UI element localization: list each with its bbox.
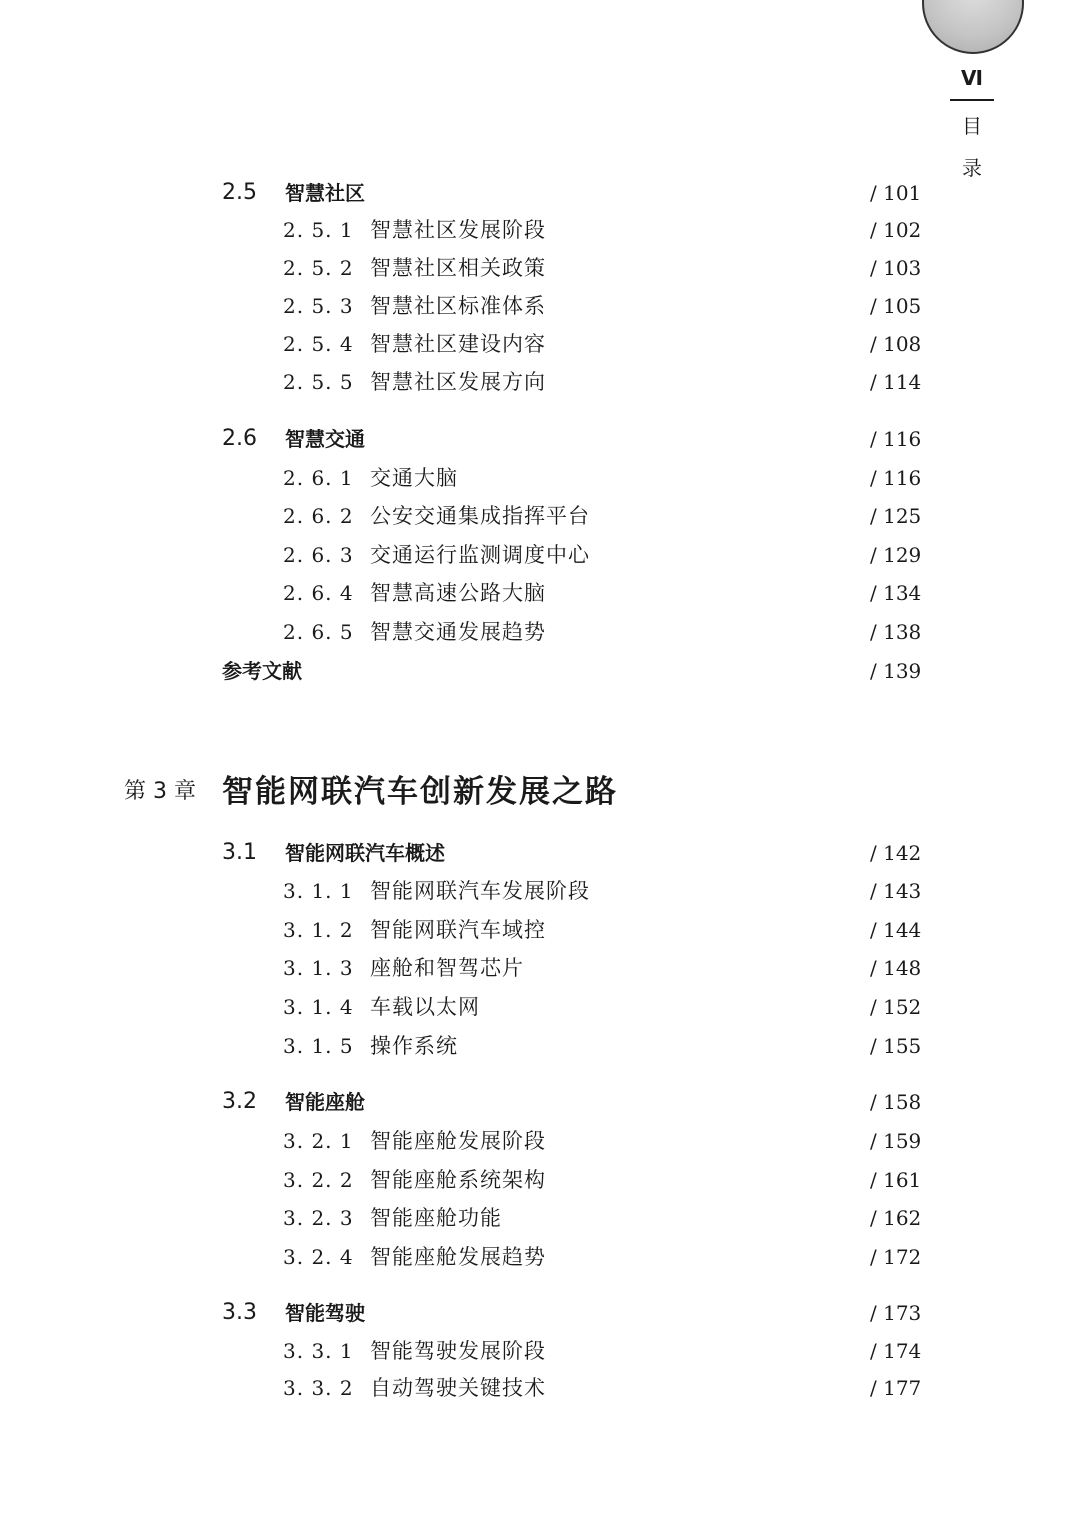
section-title: 智能座舱: [285, 1090, 365, 1114]
section-number: 3.3: [222, 1300, 257, 1325]
toc-entry-2-5-5[interactable]: [0, 364, 1080, 400]
toc-entry-3-2-4[interactable]: [0, 1239, 1080, 1275]
section-number: 2.5: [222, 180, 257, 205]
entry-page: / 161: [870, 1168, 922, 1192]
entry-page: / 159: [870, 1129, 922, 1153]
entry-number: 3. 3. 2: [283, 1376, 354, 1400]
toc-entry-3-1-4[interactable]: [0, 989, 1080, 1025]
entry-page: / 103: [870, 256, 922, 280]
entry-title: 智能网联汽车域控: [370, 918, 546, 942]
entry-number: 3. 1. 2: [283, 918, 354, 942]
entry-page: / 114: [870, 370, 922, 394]
section-page: / 101: [870, 181, 922, 205]
toc-entry-3-2-2[interactable]: [0, 1162, 1080, 1198]
entry-number: 3. 1. 3: [283, 956, 354, 980]
toc-references[interactable]: [0, 653, 1080, 689]
entry-number: 3. 1. 1: [283, 879, 354, 903]
toc-entry-2-6-4[interactable]: [0, 575, 1080, 611]
entry-title: 车载以太网: [370, 995, 480, 1019]
entry-title: 智能座舱发展趋势: [370, 1245, 546, 1269]
entry-number: 2. 6. 4: [283, 581, 354, 605]
entry-page: / 143: [870, 879, 922, 903]
section-page: / 116: [870, 427, 922, 451]
side-label-char-1: 目: [962, 114, 982, 138]
entry-title: 公安交通集成指挥平台: [370, 504, 590, 528]
toc-entry-2-5-4[interactable]: [0, 326, 1080, 362]
entry-number: 2. 5. 3: [283, 294, 354, 318]
entry-number: 3. 2. 3: [283, 1206, 354, 1230]
page-corner-tab: [922, 0, 1024, 54]
entry-number: 3. 1. 5: [283, 1034, 354, 1058]
section-title: 智慧交通: [285, 427, 365, 451]
page-number-rule: [950, 99, 994, 101]
section-number: 2.6: [222, 426, 257, 451]
entry-page: / 155: [870, 1034, 922, 1058]
toc-entry-3-1-2[interactable]: [0, 912, 1080, 948]
entry-page: / 144: [870, 918, 922, 942]
entry-number: 3. 3. 1: [283, 1339, 354, 1363]
toc-chapter-3[interactable]: [0, 768, 1080, 816]
toc-entry-2-6-2[interactable]: [0, 498, 1080, 534]
section-title: 智慧社区: [285, 181, 365, 205]
entry-number: 3. 2. 2: [283, 1168, 354, 1192]
toc-section-2-5[interactable]: [0, 175, 1080, 211]
section-page: / 158: [870, 1090, 922, 1114]
toc-entry-3-2-1[interactable]: [0, 1123, 1080, 1159]
toc-section-3-3[interactable]: [0, 1295, 1080, 1331]
entry-title: 智能座舱功能: [370, 1206, 502, 1230]
entry-page: / 174: [870, 1339, 922, 1363]
page-number: Ⅵ: [961, 66, 983, 90]
entry-title: 智慧社区建设内容: [370, 332, 546, 356]
entry-title: 交通大脑: [370, 466, 458, 490]
toc-entry-2-6-5[interactable]: [0, 614, 1080, 650]
entry-page: / 148: [870, 956, 922, 980]
entry-number: 2. 6. 2: [283, 504, 354, 528]
entry-page: / 125: [870, 504, 922, 528]
section-page: / 173: [870, 1301, 922, 1325]
entry-page: / 129: [870, 543, 922, 567]
toc-entry-3-1-5[interactable]: [0, 1028, 1080, 1064]
section-title: 智能驾驶: [285, 1301, 365, 1325]
entry-number: 2. 5. 2: [283, 256, 354, 280]
entry-page: / 102: [870, 218, 922, 242]
toc-entry-2-5-3[interactable]: [0, 288, 1080, 324]
toc-entry-2-5-2[interactable]: [0, 250, 1080, 286]
entry-page: / 177: [870, 1376, 922, 1400]
entry-number: 2. 6. 5: [283, 620, 354, 644]
entry-title: 交通运行监测调度中心: [370, 543, 590, 567]
side-label-char-2: 录: [962, 156, 982, 180]
toc-entry-3-1-1[interactable]: [0, 873, 1080, 909]
entry-page: / 116: [870, 466, 922, 490]
toc-section-3-2[interactable]: [0, 1084, 1080, 1120]
entry-title: 智慧社区标准体系: [370, 294, 546, 318]
references-title: 参考文献: [222, 659, 302, 683]
toc-entry-3-1-3[interactable]: [0, 950, 1080, 986]
entry-title: 自动驾驶关键技术: [370, 1376, 546, 1400]
entry-title: 智能网联汽车发展阶段: [370, 879, 590, 903]
entry-number: 2. 6. 3: [283, 543, 354, 567]
section-page: / 142: [870, 841, 922, 865]
entry-number: 2. 5. 4: [283, 332, 354, 356]
chapter-label: 第 3 章: [124, 779, 196, 804]
entry-title: 智能座舱系统架构: [370, 1168, 546, 1192]
entry-number: 3. 2. 4: [283, 1245, 354, 1269]
entry-title: 智能座舱发展阶段: [370, 1129, 546, 1153]
entry-title: 智慧社区发展方向: [370, 370, 546, 394]
section-number: 3.2: [222, 1089, 257, 1114]
references-page: / 139: [870, 659, 922, 683]
toc-entry-2-6-3[interactable]: [0, 537, 1080, 573]
toc-entry-3-3-2[interactable]: [0, 1370, 1080, 1406]
entry-page: / 108: [870, 332, 922, 356]
entry-page: / 162: [870, 1206, 922, 1230]
entry-number: 3. 1. 4: [283, 995, 354, 1019]
chapter-title: 智能网联汽车创新发展之路: [222, 774, 618, 810]
entry-page: / 105: [870, 294, 922, 318]
entry-number: 2. 6. 1: [283, 466, 354, 490]
entry-page: / 138: [870, 620, 922, 644]
entry-title: 智慧社区相关政策: [370, 256, 546, 280]
toc-entry-3-3-1[interactable]: [0, 1333, 1080, 1369]
entry-number: 2. 5. 5: [283, 370, 354, 394]
entry-title: 智慧高速公路大脑: [370, 581, 546, 605]
entry-title: 智慧社区发展阶段: [370, 218, 546, 242]
entry-number: 2. 5. 1: [283, 218, 354, 242]
section-title: 智能网联汽车概述: [285, 841, 445, 865]
toc-entry-3-2-3[interactable]: [0, 1200, 1080, 1236]
section-number: 3.1: [222, 840, 257, 865]
entry-title: 操作系统: [370, 1034, 458, 1058]
toc-section-2-6[interactable]: [0, 421, 1080, 457]
entry-number: 3. 2. 1: [283, 1129, 354, 1153]
entry-page: / 152: [870, 995, 922, 1019]
toc-entry-2-6-1[interactable]: [0, 460, 1080, 496]
toc-entry-2-5-1[interactable]: [0, 212, 1080, 248]
entry-page: / 134: [870, 581, 922, 605]
toc-section-3-1[interactable]: [0, 835, 1080, 871]
entry-page: / 172: [870, 1245, 922, 1269]
entry-title: 智慧交通发展趋势: [370, 620, 546, 644]
entry-title: 座舱和智驾芯片: [370, 956, 524, 980]
entry-title: 智能驾驶发展阶段: [370, 1339, 546, 1363]
